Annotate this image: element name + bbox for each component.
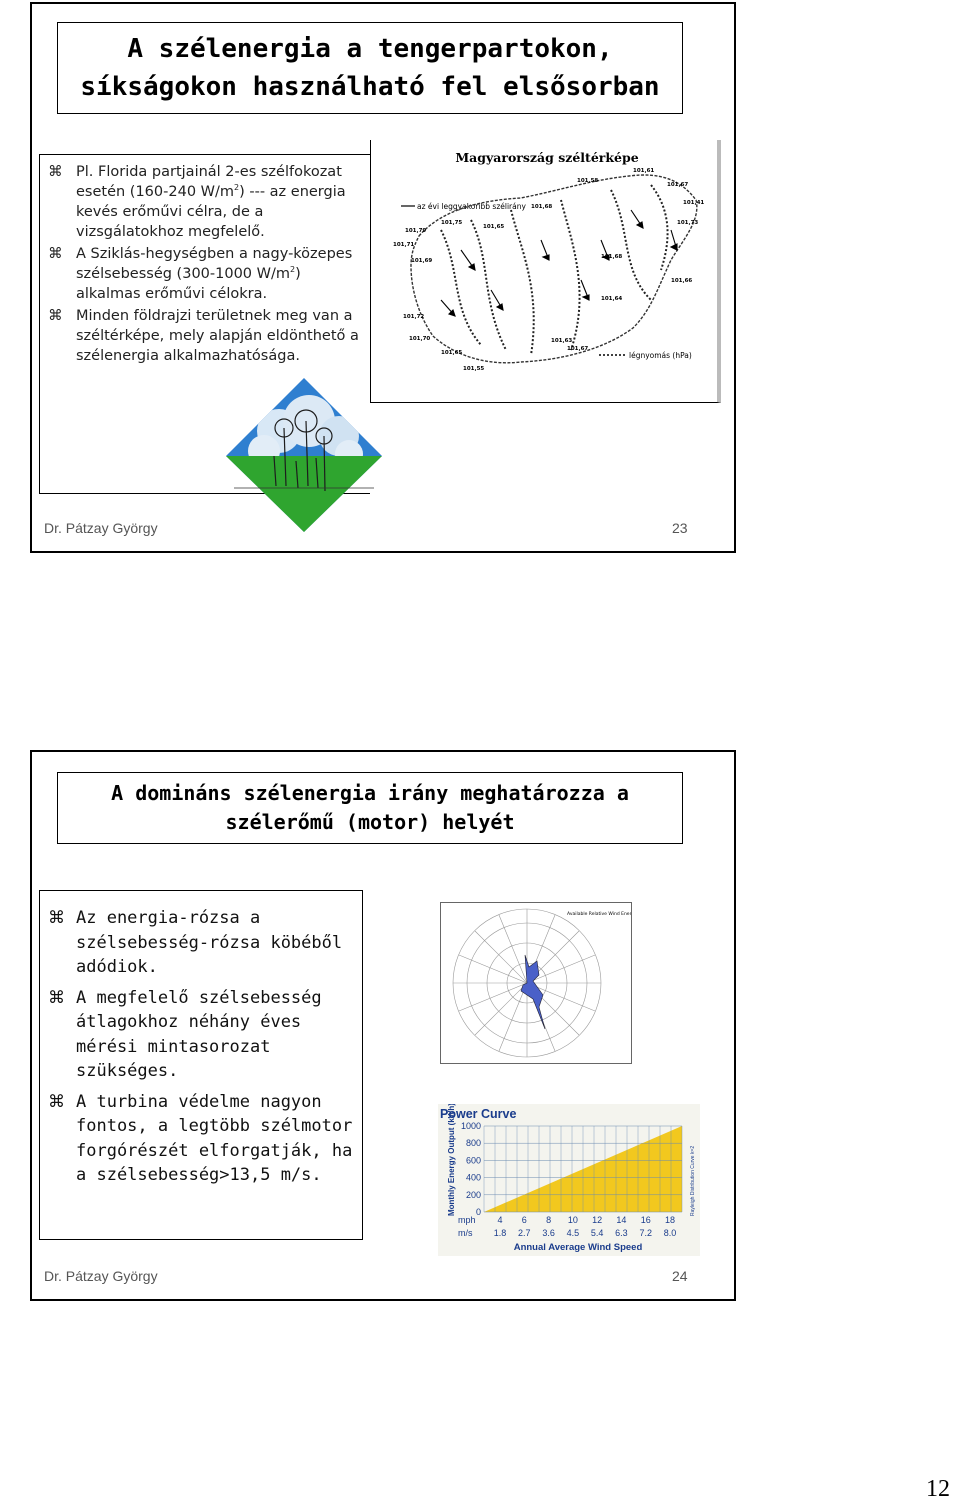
svg-text:101,66: 101,66 [671, 278, 693, 284]
list-item: ⌘ Pl. Florida partjainál 2-es szélfokozat esetén (160-240 $W/m^2$) --- az energia kevés erőművi célra, de a vizsgálatokhoz megfelelő. [48, 164, 346, 240]
wind-map [371, 140, 717, 402]
x-tick-mph: 14 [616, 1215, 627, 1225]
svg-text:101,41: 101,41 [683, 200, 705, 206]
plot-area [461, 1121, 682, 1238]
list-item: ⌘ A megfelelő szélsebesség átlagokhoz néhány éves mérési mintasorozat szükséges. [48, 987, 322, 1081]
x-tick-ms: 5.4 [590, 1228, 604, 1238]
map-legend-pressure: légnyomás (hPa) [629, 351, 692, 360]
power-curve-chart [438, 1104, 700, 1256]
isobar-line [441, 230, 481, 345]
y-tick-label: 400 [465, 1172, 481, 1183]
wind-map-figure [370, 140, 721, 403]
y-tick-label: 0 [475, 1207, 481, 1217]
footer-slide-number: 24 [672, 1268, 688, 1284]
svg-text:101,63: 101,63 [551, 338, 573, 344]
isobar-line [511, 210, 534, 355]
slide-24 [30, 750, 736, 1301]
list-item: ⌘ A Sziklás-hegységben a nagy-közepes szélsebesség (300-1000 $W/m^2$) alkalmas erőművi célokra. [48, 246, 353, 302]
svg-text:101,71: 101,71 [393, 242, 415, 248]
list-item: ⌘ Minden földrajzi területnek meg van a széltérképe, mely alapján eldönthető a szélenergia alkalmazhatósága. [48, 308, 359, 364]
list-item: ⌘ A turbina védelme nagyon fontos, a legtöbb szélmotor forgórészét elforgatják, ha a szélsebesség>13,5 m/s. [48, 1091, 353, 1185]
bullet-icon: ⌘ [48, 246, 63, 262]
x-tick-mph: 18 [664, 1215, 676, 1225]
svg-text:101,79: 101,79 [405, 228, 427, 234]
logo-grass [226, 456, 382, 532]
bullet-icon: ⌘ [48, 164, 63, 180]
title-line-1: A domináns szélenergia irány meghatározza a [111, 781, 629, 805]
bullet-icon: ⌘ [48, 1091, 65, 1112]
footer-author: Dr. Pátzay György [44, 1268, 158, 1284]
svg-text:101,61: 101,61 [633, 168, 655, 174]
svg-text:101,70: 101,70 [409, 336, 431, 342]
svg-text:101,58: 101,58 [577, 178, 599, 184]
title-line-2: szélerőmű (motor) helyét [225, 810, 515, 834]
slide-23 [30, 2, 736, 553]
map-title: Magyarország széltérképe [455, 150, 639, 165]
wind-logo-graphic [224, 376, 384, 534]
footer-author: Dr. Pátzay György [44, 520, 158, 536]
bullet-icon: ⌘ [48, 308, 63, 324]
svg-text:101,65: 101,65 [483, 224, 505, 230]
x-axis-label: Annual Average Wind Speed [513, 1242, 643, 1253]
ms-label: m/s [458, 1228, 473, 1238]
x-tick-ms: 4.5 [566, 1228, 580, 1238]
y-axis-label: Monthly Energy Output (kWh) [447, 1104, 456, 1216]
bullet-list [42, 162, 362, 366]
svg-text:101,68: 101,68 [601, 254, 623, 260]
svg-text:101,65: 101,65 [441, 350, 463, 356]
svg-text:101,69: 101,69 [411, 258, 433, 264]
bullet-icon: ⌘ [48, 908, 65, 928]
chart-title: Power Curve [440, 1107, 517, 1121]
x-tick-ms: 3.6 [542, 1228, 555, 1238]
wind-logo [224, 376, 384, 534]
bullet-list [42, 906, 357, 1188]
x-tick-mph: 8 [546, 1215, 552, 1225]
y-tick-label: 200 [465, 1189, 481, 1200]
map-value-labels [393, 168, 704, 372]
power-curve-figure [438, 1104, 700, 1256]
svg-text:101,67: 101,67 [667, 182, 689, 188]
x-tick-ms: 8.0 [663, 1228, 677, 1238]
wind-arrows [441, 210, 677, 316]
svg-text:101,67: 101,67 [567, 346, 589, 352]
rose-shape [521, 955, 545, 1029]
rose-legend: Available Relative Wind Energy [567, 912, 631, 917]
svg-text:101,64: 101,64 [601, 296, 623, 302]
x-tick-mph: 4 [497, 1215, 503, 1225]
title-line-2: síkságokon használható fel elsősorban [80, 72, 660, 102]
svg-text:101,68: 101,68 [531, 204, 553, 210]
isobar-line [611, 190, 651, 300]
x-tick-ms: 6.3 [615, 1228, 628, 1238]
mph-label: mph [458, 1215, 476, 1225]
x-tick-mph: 12 [592, 1215, 603, 1225]
isobar-line [471, 220, 506, 350]
energy-rose [441, 903, 631, 1063]
x-tick-ms: 1.8 [493, 1228, 507, 1238]
side-label: Rayleigh Distribution Curve k=2 [690, 1145, 696, 1216]
svg-text:101,75: 101,75 [441, 220, 463, 226]
map-legend-direction: az évi leggyakoribb szélirány [417, 202, 526, 211]
x-tick-ms: 7.2 [639, 1228, 652, 1238]
page-number: 12 [926, 1476, 950, 1502]
svg-text:101,72: 101,72 [403, 314, 425, 320]
x-tick-ms: 2.7 [518, 1228, 531, 1238]
y-tick-label: 600 [465, 1155, 481, 1166]
y-tick-label: 1000 [460, 1121, 481, 1131]
title-line-1: A szélenergia a tengerpartokon, [127, 34, 613, 64]
x-tick-mph: 6 [521, 1215, 527, 1225]
svg-text:101,55: 101,55 [463, 366, 485, 372]
bullet-icon: ⌘ [48, 987, 65, 1008]
isobar-line [561, 200, 580, 350]
footer-slide-number: 23 [672, 520, 688, 536]
slide-title [57, 772, 683, 844]
x-tick-mph: 16 [640, 1215, 651, 1225]
energy-rose-figure [440, 902, 632, 1064]
svg-text:101,73: 101,73 [677, 220, 699, 226]
isobar-line [651, 185, 668, 270]
x-tick-mph: 10 [567, 1215, 578, 1225]
y-tick-label: 800 [465, 1138, 481, 1149]
slide-title [57, 22, 683, 114]
list-item: ⌘ Az energia-rózsa a szélsebesség-rózsa köbéből adódiok. [48, 908, 343, 977]
